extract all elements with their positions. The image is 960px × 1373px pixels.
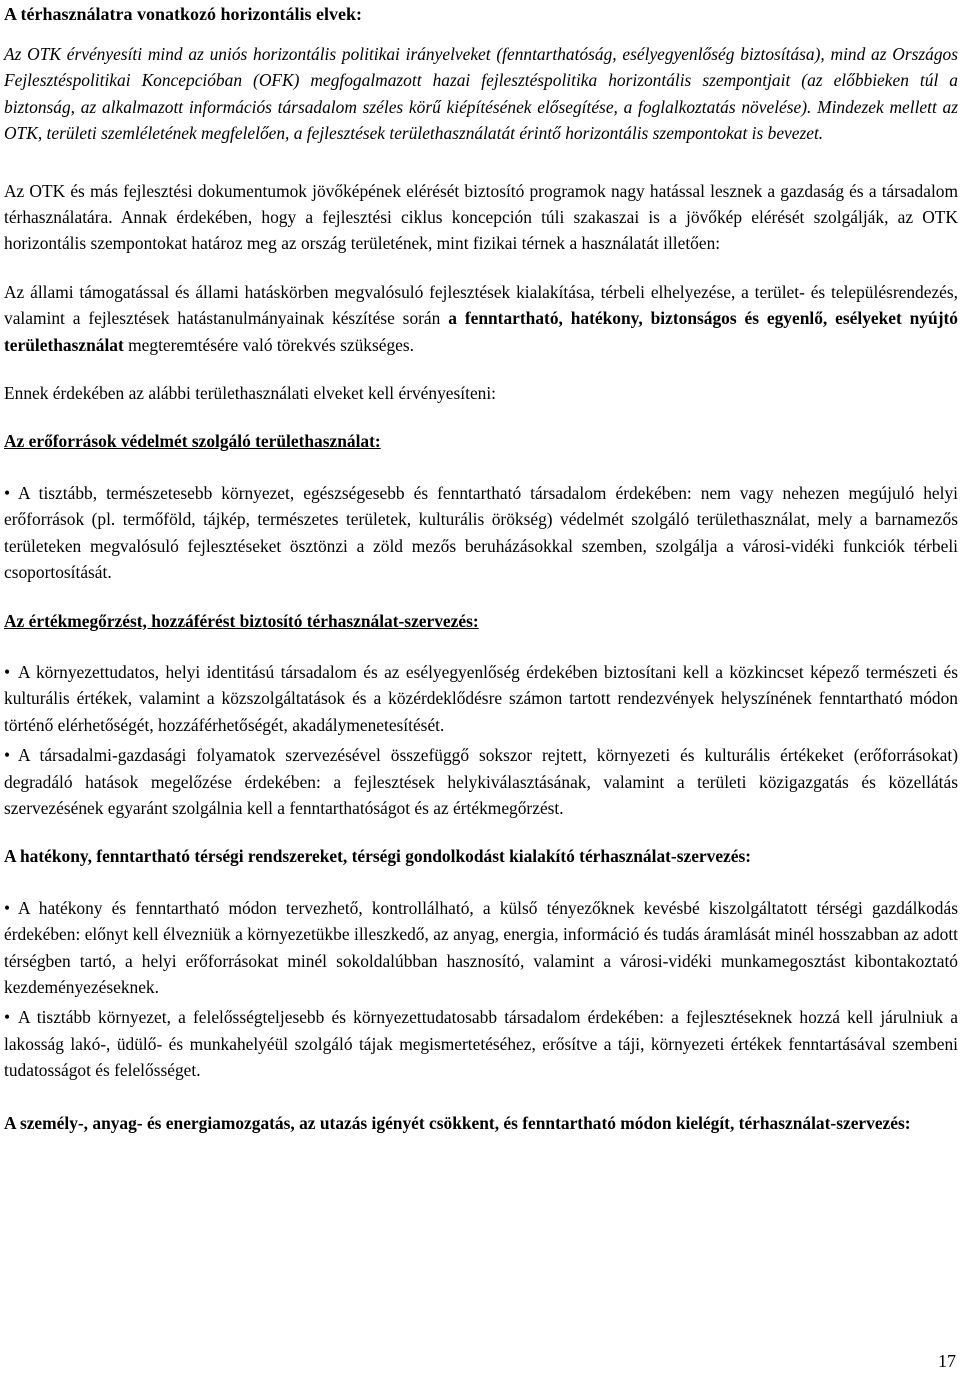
paragraph-3: Ennek érdekében az alábbi területhasználati elveket kell érvényesíteni:	[4, 383, 497, 404]
bullet-icon: •	[4, 482, 11, 503]
bullet-text: A környezettudatos, helyi identitású társadalom és az esélyegyenlőség érdekében biztosítani kell a közkincset képező természeti és kulturális értékek, valamint a közszolgáltatások és a közérdeklődésre számon tartott rendezvények helyszínének fenntartható módon történő elérhetőségét, hozzáférhetőségét, akadálymenetesítését.	[4, 661, 958, 735]
section-3-bullet-1	[4, 895, 958, 1001]
bullet-text: A társadalmi-gazdasági folyamatok szervezésével összefüggő sokszor rejtett, környezeti és kulturális értékeket (erőforrásokat) degradáló hatások megelőzése érdekében: a fejlesztések helykiválasztásának, valamint a területi közigazgatás és közellátás szervezésének egyaránt szolgálnia kell a fenntarthatóságot és az értékmegőrzést.	[4, 745, 958, 818]
paragraph-2-end: megteremtésére való törekvés szükséges.	[123, 334, 415, 355]
bullet-text: A hatékony és fenntartható módon tervezhető, kontrollálható, a külső tényezőknek kevésbé kiszolgáltatott térségi gazdálkodás érdekében: előnyt kell élvezniük a környezetükbe illeszkedő, az anyag, energia, információ és tudás áramlását minél hosszabban az adott térségben tartó, a helyi erőforrásokat minél sokoldalúbban hasznosító, valamint a városi-vidéki munkamegosztást kibontakoztató kezdeményezéseknek.	[4, 897, 958, 997]
section-2-heading: Az értékmegőrzést, hozzáférést biztosító térhasználat-szervezés:	[4, 610, 479, 631]
bullet-icon: •	[4, 1007, 11, 1028]
bullet-text: A tisztább környezet, a felelősségteljesebb és környezettudatosabb társadalom érdekében: a fejlesztéseknek hozzá kell járulniuk a lakosság lakó-, üdülő- és munkahelyéül szolgáló tájak megismertetéséhez, erősítve a táji, környezeti értékek fenntartásával szembeni tudatosságot és felelősséget.	[4, 1007, 958, 1081]
section-3-bullet-2	[4, 1004, 958, 1083]
intro-paragraph: Az OTK érvényesíti mind az uniós horizontális politikai irányelveket (fenntarthatóság, esélyegyenlőség biztosítása), mind az Országos Fejlesztéspolitikai Koncepcióban (OFK) megfogalmazott hazai fejlesztéspolitika horizontális szempontjait (az előbbieken túl a biztonság, az alkalmazott információs társadalom széles körű kiépítésének elősegítése, a foglalkoztatás növelése). Mindezek mellett az OTK, területi szemléletének megfelelően, a fejlesztések területhasználatát érintő horizontális szempontokat is bevezet.	[4, 44, 958, 144]
page-title: A térhasználatra vonatkozó horizontális elvek:	[4, 4, 362, 24]
paragraph-2-start: Az állami támogatással és állami hatáskörben megvalósuló fejlesztések kialakítása, térbeli elhelyezése, a terület- és településrendezés, valamint a fejlesztések hatástanulmányainak készítése során	[4, 281, 958, 329]
section-1-heading: Az erőforrások védelmét szolgáló területhasználat:	[4, 431, 381, 452]
paragraph-2-bold: a fenntartható, hatékony, biztonságos és egyenlő, esélyeket nyújtó területhasználat	[4, 308, 958, 355]
section-3-heading: A hatékony, fenntartható térségi rendszereket, térségi gondolkodást kialakító térhasználat-szervezés:	[4, 846, 752, 867]
paragraph-1: Az OTK és más fejlesztési dokumentumok jövőképének elérését biztosító programok nagy hatással lesznek a gazdaság és a társadalom térhasználatára. Annak érdekében, hogy a fejlesztési ciklus koncepción túli szakaszai is a jövőkép elérését szolgálják, az OTK horizontális szempontokat határoz meg az ország területének, mint fizikai térnek a használatát illetően:	[4, 180, 958, 254]
bullet-icon: •	[4, 897, 11, 918]
page-number: 17	[938, 1351, 956, 1371]
section-4-heading: A személy-, anyag- és energiamozgatás, az utazás igényét csökkent, és fenntartható módon kielégít, térhasználat-szervezés:	[4, 1112, 911, 1133]
bullet-text: A tisztább, természetesebb környezet, egészségesebb és fenntartható társadalom érdekében: nem vagy nehezen megújuló helyi erőforrások (pl. termőföld, tájkép, természetes területek, kulturális örökség) védelmét szolgáló területhasználat, mely a barnamezős területeken megvalósuló fejlesztéseket ösztönzi a zöld mezős beruházásokkal szemben, szolgálja a városi-vidéki funkciók térbeli csoportosítását.	[4, 482, 958, 583]
section-1-bullet-1	[4, 480, 958, 586]
bullet-icon: •	[4, 745, 11, 766]
section-2-bullet-1	[4, 659, 958, 738]
bullet-icon: •	[4, 661, 11, 682]
section-2-bullet-2	[4, 742, 958, 821]
paragraph-2	[4, 279, 958, 358]
